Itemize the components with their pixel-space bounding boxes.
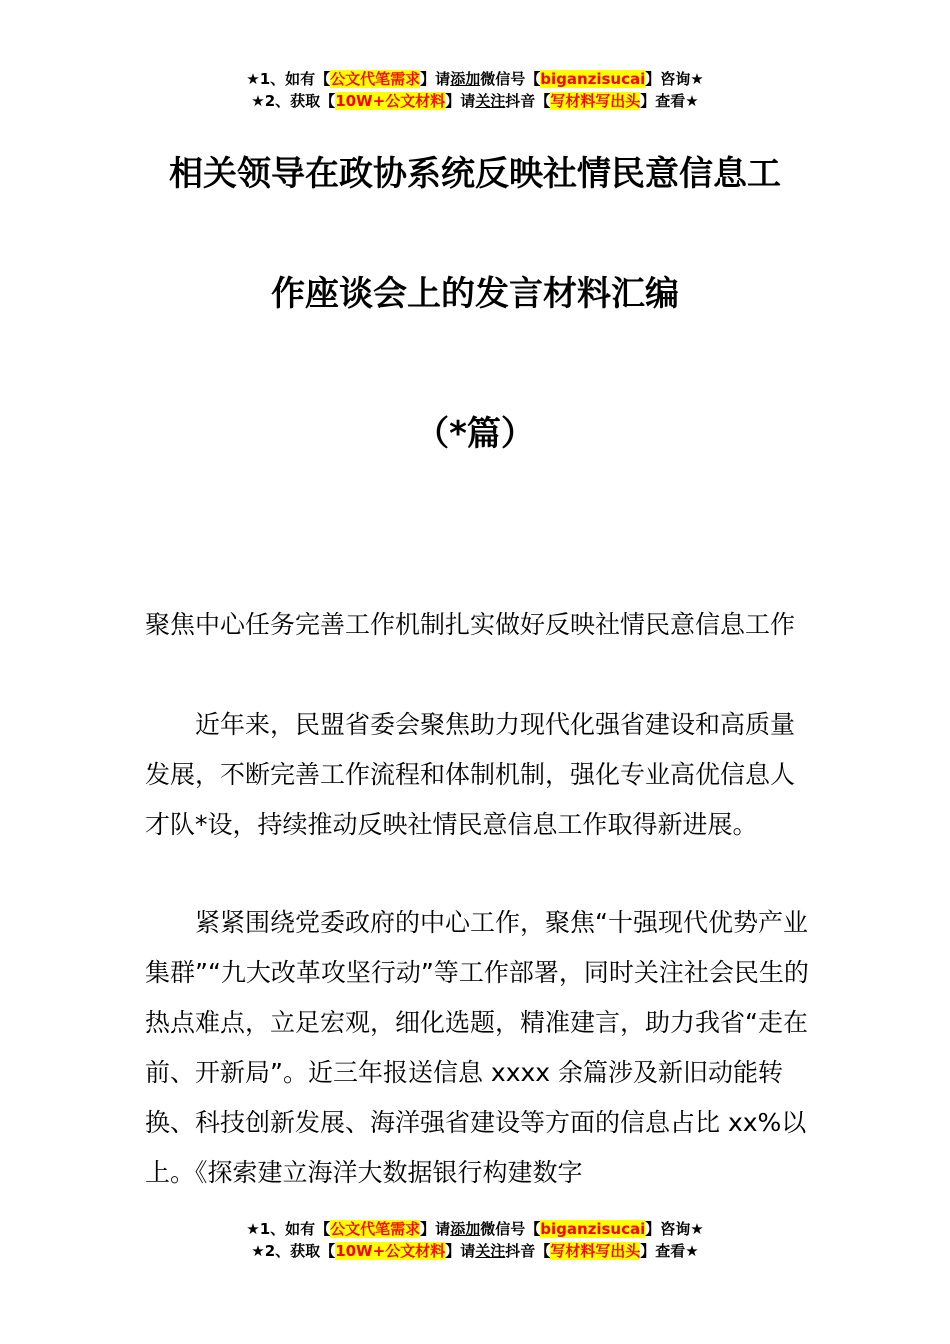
document-title-line-1: 相关领导在政协系统反映社情民意信息工: [169, 154, 781, 194]
notice-underline: 关注: [475, 92, 506, 110]
notice-underline: 添加: [450, 1220, 481, 1238]
notice-text: 】请: [445, 92, 476, 110]
notice-text: 】查看★: [640, 92, 699, 110]
notice-text: 抖音【: [505, 1242, 551, 1260]
body-paragraph-2: 紧紧围绕党委政府的中心工作，聚焦“十强现代优势产业集群”“九大改革攻坚行动”等工作部署，同时关注社会民生的热点难点，立足宏观，细化选题，精准建言，助力我省“走在前、开新局”。近三年报送信息 xxxx 余篇涉及新旧动能转换、科技创新发展、海洋强省建设等方面的信息占比 xx%以上。《探索建立海洋大数据银行构建数字: [145, 908, 809, 1187]
notice-underline: 关注: [475, 1242, 506, 1260]
document-title-line-2: 作座谈会上的发言材料汇编: [271, 274, 679, 314]
notice-text: 】请: [445, 1242, 476, 1260]
notice-line-1: [0, 68, 950, 90]
notice-text: ★1、如有【: [246, 70, 331, 88]
notice-text: 】请: [420, 1220, 451, 1238]
notice-text: 】查看★: [640, 1242, 699, 1260]
notice-line-1: [0, 1218, 950, 1240]
notice-text: ★2、获取【: [251, 1242, 336, 1260]
document-title-count: （*篇）: [415, 414, 535, 454]
notice-highlight: biganzisucai: [540, 70, 646, 88]
notice-highlight: 公文代笔需求: [330, 70, 421, 88]
notice-underline: 添加: [450, 70, 481, 88]
notice-highlight: 写材料写出头: [550, 92, 641, 110]
body-paragraph-1: 近年来，民盟省委会聚焦助力现代化强省建设和高质量发展，不断完善工作流程和体制机制，强化专业高优信息人才队*设，持续推动反映社情民意信息工作取得新进展。: [145, 710, 796, 839]
notice-highlight: 10W+公文材料: [335, 1242, 446, 1260]
notice-text: 】咨询★: [645, 70, 704, 88]
notice-highlight: 10W+公文材料: [335, 92, 446, 110]
notice-line-2: [0, 1240, 950, 1262]
notice-text: ★2、获取【: [251, 92, 336, 110]
notice-text: ★1、如有【: [246, 1220, 331, 1238]
notice-text: 微信号【: [480, 70, 541, 88]
notice-text: 抖音【: [505, 92, 551, 110]
notice-text: 】请: [420, 70, 451, 88]
notice-text: 微信号【: [480, 1220, 541, 1238]
footer-notice: [0, 1218, 950, 1262]
header-notice: [0, 68, 950, 112]
section-heading: 聚焦中心任务完善工作机制扎实做好反映社情民意信息工作: [145, 610, 796, 639]
notice-highlight: 写材料写出头: [550, 1242, 641, 1260]
notice-highlight: biganzisucai: [540, 1220, 646, 1238]
notice-line-2: [0, 90, 950, 112]
notice-text: 】咨询★: [645, 1220, 704, 1238]
notice-highlight: 公文代笔需求: [330, 1220, 421, 1238]
